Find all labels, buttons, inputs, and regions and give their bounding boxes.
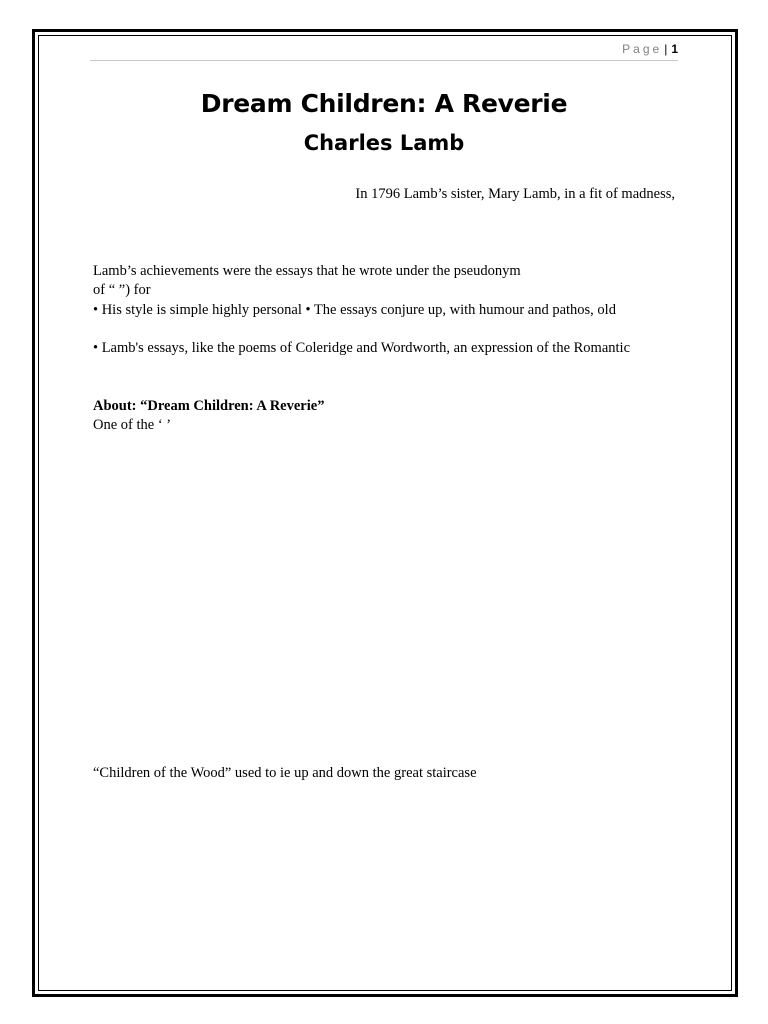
document-title: Dream Children: A Reverie — [200, 89, 568, 118]
page-label: Page — [622, 42, 663, 56]
romantic-bullet: • Lamb's essays, like the poems of Coleridge and Wordworth, an expression of the Romantic — [93, 340, 631, 356]
document-author: Charles Lamb — [303, 131, 465, 155]
page-number: 1 — [671, 42, 678, 56]
style-bullet: • His style is simple highly personal • The essays conjure up, with humour and pathos, old — [93, 302, 616, 318]
intro-line: In 1796 Lamb’s sister, Mary Lamb, in a fit of madness, — [355, 186, 675, 202]
pseudonym-line: of “ ”) for — [93, 282, 151, 298]
page-border-inner — [38, 35, 732, 991]
about-heading: About: “Dream Children: A Reverie” — [93, 398, 325, 414]
one-of-line: One of the ‘ ’ — [93, 417, 172, 433]
page-separator: | — [664, 42, 668, 56]
page-header — [90, 42, 678, 61]
achievements-line: Lamb’s achievements were the essays that he wrote under the pseudonym — [93, 263, 521, 279]
children-wood-line: “Children of the Wood” used to ie up and down the great staircase — [93, 765, 477, 781]
